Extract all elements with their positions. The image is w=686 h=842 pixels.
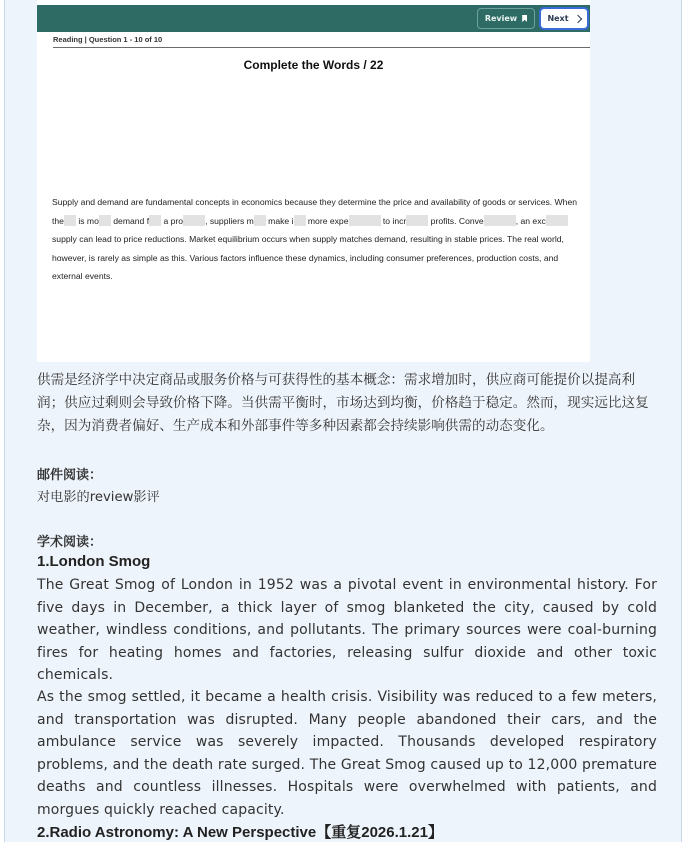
section-indicator: Reading | Question 1 - 10 of 10 bbox=[53, 35, 590, 48]
review-label: Review bbox=[484, 14, 518, 23]
passage-text: , an exc bbox=[515, 215, 546, 226]
next-label: Next bbox=[547, 14, 569, 23]
blank-input[interactable] bbox=[294, 215, 306, 226]
exercise-title: Complete the Words / 22 bbox=[243, 58, 384, 72]
passage-text: make i bbox=[265, 215, 294, 226]
passage-text: Supply and demand are fundamental concepts in economics because they determine the price and availability of goods or services. When the bbox=[52, 197, 577, 226]
article-paragraph-2: As the smog settled, it became a health crisis. Visibility was reduced to a few meters, and transportation was disrupted. Many people abandoned their cars, and the ambulance service was severely impacted. Thousands developed respiratory problems, and the death rate surged. The Great Smog caused up to 12,000 premature deaths and countless illnesses. Hospitals were overwhelmed with patients, and morgues quickly reached capacity. bbox=[37, 689, 657, 818]
passage-text: demand f bbox=[110, 215, 150, 226]
review-button[interactable] bbox=[477, 8, 535, 29]
article-paragraph-1: The Great Smog of London in 1952 was a pivotal event in environmental history. For five days in December, a thick layer of smog blanketed the city, caused by cold weather, windless conditions, and pollutants. The primary sources were coal-burning fires for heating homes and factories, releasing sulfur dioxide and other toxic chemicals. bbox=[37, 577, 657, 683]
chevron-right-icon bbox=[573, 14, 581, 22]
passage-text: supply can lead to price reductions. Market equilibrium occurs when supply matches demand, resulting in stable prices. The real world, however, is rarely as simple as this. Various factors influence these dynamics, including consumer preferences, production costs, and external events. bbox=[52, 234, 564, 281]
blank-input[interactable] bbox=[349, 215, 381, 226]
academic-reading-label: 学术阅读： bbox=[37, 535, 103, 550]
blank-input[interactable] bbox=[99, 215, 111, 226]
chinese-translation: 供需是经济学中决定商品或服务价格与可获得性的基本概念：需求增加时，供应商可能提价以提高利润；供应过剩则会导致价格下降。当供需平衡时，市场达到均衡，价格趋于稳定。然而，现实远比这复杂，因为消费者偏好、生产成本和外部事件等多种因素都会持续影响供需的动态变化。 bbox=[37, 372, 649, 434]
embedded-screenshot bbox=[37, 0, 590, 362]
blank-input[interactable] bbox=[149, 215, 161, 226]
passage-text: to incr bbox=[380, 215, 407, 226]
passage-text: , suppliers m bbox=[205, 215, 254, 226]
blank-input[interactable] bbox=[406, 215, 428, 226]
blank-input[interactable] bbox=[484, 215, 516, 226]
email-reading-label: 邮件阅读： bbox=[37, 468, 103, 483]
passage-text: more expe bbox=[305, 215, 349, 226]
test-header-bar bbox=[37, 5, 590, 32]
passage-text: a pro bbox=[161, 215, 184, 226]
next-button[interactable] bbox=[539, 7, 589, 30]
article-heading-2: 2.Radio Astronomy: A New Perspective【重复2026.1.21】 bbox=[37, 824, 443, 841]
passage-text: is mo bbox=[75, 215, 99, 226]
blank-input[interactable] bbox=[183, 215, 205, 226]
blank-input[interactable] bbox=[64, 215, 76, 226]
cloze-passage bbox=[52, 193, 582, 286]
bookmark-icon bbox=[522, 15, 527, 22]
article-heading-1: 1.London Smog bbox=[37, 553, 151, 570]
email-reading-topic: 对电影的review影评 bbox=[37, 490, 160, 505]
blank-input[interactable] bbox=[546, 215, 568, 226]
blank-input[interactable] bbox=[254, 215, 266, 226]
passage-text: profits. Conve bbox=[428, 215, 484, 226]
